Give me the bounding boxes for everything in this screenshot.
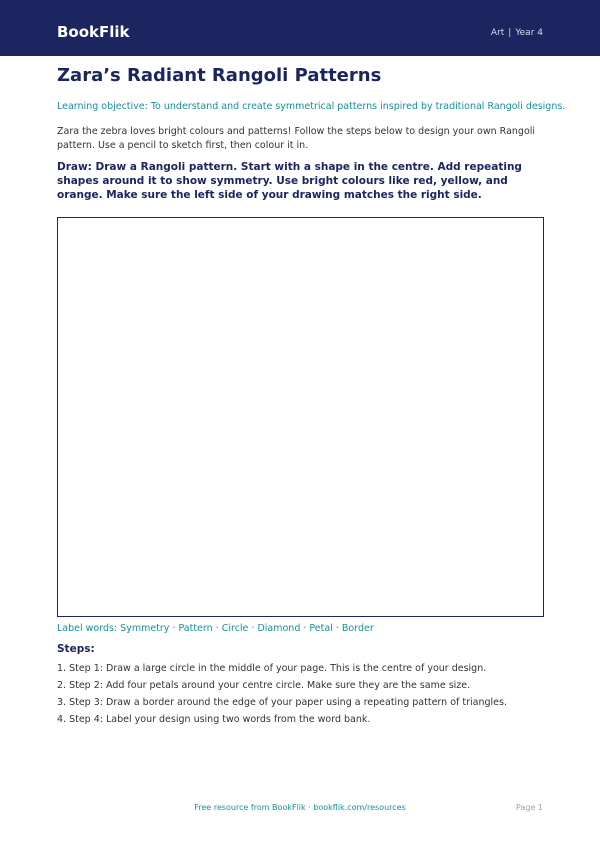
step-item: 3. Step 3: Draw a border around the edge of your paper using a repeating pattern of triangles.: [57, 697, 507, 708]
page-title: Zara’s Radiant Rangoli Patterns: [57, 65, 382, 86]
subject-year-label: [491, 27, 543, 39]
draw-instruction: Draw: Draw a Rangoli pattern. Start with a shape in the centre. Add repeating shapes around it to show symmetry. Use bright colours like red, yellow, and orange. Make sure the left side of your drawing matches the right side.: [57, 161, 522, 201]
step-item: 1. Step 1: Draw a large circle in the middle of your page. This is the centre of your design.: [57, 663, 487, 674]
subject-label: Art: [490, 28, 505, 38]
header-bar: [0, 0, 600, 56]
step-item: 2. Step 2: Add four petals around your centre circle. Make sure they are the same size.: [57, 680, 471, 691]
year-label: Year 4: [515, 28, 543, 38]
label-word-bank: Label words: Symmetry · Pattern · Circle · Diamond · Petal · Border: [57, 623, 374, 634]
page-number: Page 1: [516, 803, 543, 812]
header-separator: |: [508, 28, 512, 38]
steps-list: [57, 660, 547, 728]
learning-objective: Learning objective: To understand and create symmetrical patterns inspired by traditional Rangoli designs.: [57, 101, 566, 112]
intro-text: Zara the zebra loves bright colours and patterns! Follow the steps below to design your own Rangoli pattern. Use a pencil to sketch first, then colour it in.: [57, 126, 536, 151]
steps-heading: Steps:: [57, 643, 95, 655]
drawing-area[interactable]: [57, 217, 544, 617]
footer-resource-link[interactable]: Free resource from BookFlik · bookflik.com/resources: [194, 803, 406, 812]
brand-logo[interactable]: BookFlik: [57, 23, 130, 41]
step-item: 4. Step 4: Label your design using two words from the word bank.: [57, 714, 371, 725]
